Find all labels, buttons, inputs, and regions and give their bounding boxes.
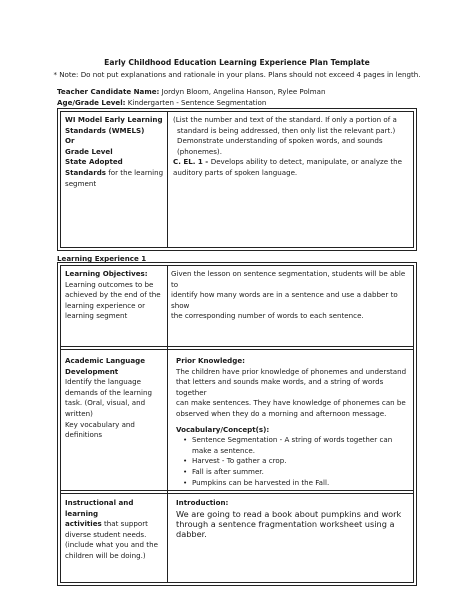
standard-text-line: auditory parts of spoken language. — [173, 167, 298, 177]
standards-text-line: Demonstrate understanding of spoken words, and sounds — [177, 136, 383, 146]
objectives-text-line: the corresponding number of words to each sentence. — [171, 311, 364, 321]
introduction-line: through a sentence fragmentation worksheet using a — [176, 519, 395, 529]
vocabulary-item: • Sentence Segmentation - A string of words together can make a sentence. — [192, 435, 412, 456]
standards-right-cell — [173, 115, 411, 179]
row-divider-1b — [60, 349, 414, 350]
language-desc-line: written) — [65, 408, 93, 418]
objectives-desc-line: learning segment — [65, 311, 128, 321]
table-column-divider — [167, 265, 168, 583]
introduction-line: We are going to read a book about pumpkins and work — [176, 508, 402, 519]
objectives-label: Learning Objectives: — [65, 269, 148, 278]
objectives-desc-line: Learning outcomes to be — [65, 279, 154, 289]
grade-label: Age/Grade Level: — [57, 98, 126, 107]
objectives-text-line: identify how many words are in a sentence and use a dabber to show — [171, 290, 398, 310]
language-left-cell — [65, 356, 165, 441]
row-divider-2 — [60, 490, 414, 491]
language-label: Development — [65, 366, 119, 376]
introduction-line: dabber. — [176, 529, 207, 540]
grade-line — [57, 98, 266, 107]
vocabulary-list — [176, 435, 412, 488]
objectives-desc-line: learning experience or — [65, 300, 146, 310]
standard-c-el-1: C. EL. 1 - Develops ability to detect, manipulate, or analyze the — [173, 157, 403, 167]
language-desc-line: Key vocabulary and — [65, 419, 135, 429]
standards-instruction-line: standard is being addressed, then only list the relevant part.) — [177, 125, 396, 135]
objectives-desc-line: achieved by the end of the — [65, 290, 161, 300]
document-title: Early Childhood Education Learning Experience Plan Template — [104, 58, 370, 67]
language-desc-line: definitions — [65, 430, 103, 440]
objectives-text-line: Given the lesson on sentence segmentation, students will be able to — [171, 269, 406, 289]
teacher-line — [57, 87, 326, 96]
standards-left-line: Standards (WMELS) — [65, 125, 145, 135]
instructional-left-cell — [65, 498, 165, 562]
objectives-left-cell — [65, 269, 165, 322]
standards-text-line: (phonemes). — [177, 146, 222, 156]
language-desc-line: demands of the learning — [65, 387, 153, 397]
instructional-desc-line: (include what you and the — [65, 540, 158, 550]
language-label: Academic Language — [65, 356, 146, 365]
prior-knowledge-label: Prior Knowledge: — [176, 356, 245, 365]
instructional-desc-line: children will be doing.) — [65, 550, 146, 560]
standards-instruction-line: (List the number and text of the standard. If only a portion of a — [173, 115, 397, 124]
row-divider-1 — [60, 346, 414, 347]
section-heading: Learning Experience 1 — [57, 254, 147, 263]
instructional-right-cell — [176, 498, 412, 540]
standards-left-line: Grade Level — [65, 146, 113, 156]
vocabulary-label: Vocabulary/Concept(s): — [176, 424, 270, 434]
introduction-label: Introduction: — [176, 498, 229, 507]
document-note: * Note: Do not put explanations and rationale in your plans. Plans should not exceed 4 pages in length. — [53, 70, 421, 79]
prior-knowledge-line: The children have prior knowledge of phonemes and understand — [176, 366, 407, 376]
instructional-label: Instructional and learning — [65, 498, 134, 518]
vocabulary-item: • Fall is after summer. — [192, 467, 412, 478]
prior-knowledge-line: that letters and sounds make words, and a string of words together — [176, 377, 384, 397]
vocabulary-item: • Harvest - To gather a crop. — [192, 456, 412, 467]
standards-divider — [167, 111, 168, 248]
language-desc-line: task. (Oral, visual, and — [65, 398, 146, 408]
instructional-desc-line: diverse student needs. — [65, 529, 147, 539]
teacher-label: Teacher Candidate Name: — [57, 87, 160, 96]
instructional-label-line: activities that support — [65, 519, 148, 529]
row-divider-2b — [60, 493, 414, 494]
standards-left-line: WI Model Early Learning — [65, 115, 163, 124]
standards-left-line: State Adopted Standards for the learning segment — [65, 157, 164, 188]
language-desc-line: Identify the language — [65, 377, 141, 387]
language-right-cell — [176, 356, 412, 488]
vocabulary-item: • Pumpkins can be harvested in the Fall. — [192, 478, 412, 489]
teacher-value: Jordyn Bloom, Angelina Hanson, Rylee Polman — [161, 87, 326, 96]
standards-left-line: Or — [65, 136, 75, 146]
standard-code: C. EL. 1 - — [173, 157, 211, 167]
prior-knowledge-line: can make sentences. They have knowledge of phonemes can be — [176, 398, 406, 408]
objectives-right-cell — [171, 269, 413, 322]
standards-left-cell — [65, 115, 165, 189]
prior-knowledge-line: observed when they do a morning and afternoon message. — [176, 408, 387, 418]
grade-value: Kindergarten - Sentence Segmentation — [127, 98, 267, 107]
